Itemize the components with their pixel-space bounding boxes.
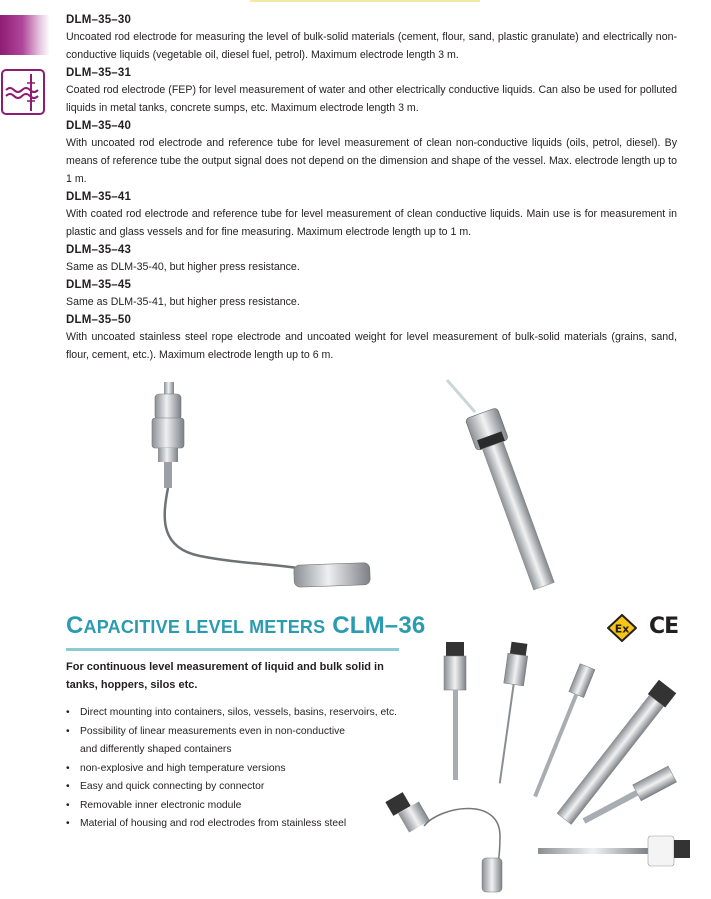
bullet: • [66,818,70,829]
variant-description: Uncoated rod electrode for measuring the level of bulk-solid materials (cement, flour, sand, plastic granulate) and electrically non-conductive liquids (vegetable oil, diesel fuel, petrol). Maximum electrode length 3 m. [66,31,677,61]
variant-code: DLM–35–31 [66,67,132,79]
variant-description: With coated rod electrode and reference tube for level measurement of clean conductive liquids. Main use is for measurement in plastic and glass vessels and for fine measuring. Maximum electrode length up to 1 m. [66,208,677,238]
clm36-product-group-image [380,636,698,894]
liquid-level-icon [1,69,45,115]
feature-text: Removable inner electronic module [80,799,242,811]
list-item [66,760,396,779]
variant-code: DLM–35–50 [66,314,132,326]
bullet: • [66,781,70,792]
rope-electrode-image [140,378,380,598]
ce-mark: CE [649,614,679,639]
list-item [66,815,396,834]
ex-mark-text: Ex [614,622,630,636]
section-title [66,612,425,640]
reference-tube-electrode-image [425,376,625,596]
variant-entry [66,118,677,188]
list-item [66,704,396,723]
bullet: • [66,707,70,718]
feature-text: Possibility of linear measurements even in non-conductive [80,725,345,737]
variant-code: DLM–35–30 [66,14,132,26]
section-title-model: CLM–36 [332,612,426,639]
bullet: • [66,725,70,737]
variant-code: DLM–35–43 [66,244,132,256]
section-title-initial: C [66,612,84,639]
product-variants-list [66,12,677,365]
feature-text: Material of housing and rod electrodes from stainless steel [80,818,347,829]
variant-description: With uncoated rod electrode and reference tube for level measurement of clean non-conductive liquids (oils, petrol, diesel). By means of reference tube the output signal does not depend on the dimension and shape of the vessel. Max. electrode length up to 1 m. [66,137,677,185]
bullet: • [66,799,70,811]
variant-code: DLM–35–45 [66,279,132,291]
variant-entry [66,242,677,276]
variant-code: DLM–35–40 [66,120,132,132]
variant-entry [66,189,677,241]
section-title-text: APACITIVE LEVEL METERS [83,617,326,637]
list-item [66,797,396,816]
feature-list [66,704,396,834]
feature-text: Direct mounting into containers, silos, vessels, basins, reservoirs, etc. [80,707,398,718]
variant-code: DLM–35–41 [66,191,132,203]
variant-description: With uncoated stainless steel rope electrode and uncoated weight for level measurement of bulk-solid materials (grains, sand, flour, cement, etc.). Maximum electrode length up to 6 m. [66,331,677,361]
bullet: • [66,762,70,774]
variant-entry [66,65,677,117]
variant-description: Coated rod electrode (FEP) for level measurement of water and other electrically conductive liquids. Can also be used for polluted liquids in metal tanks, concrete sumps, etc. Maximum electrode length 3 m. [66,84,677,114]
feature-text: non-explosive and high temperature versions [80,762,286,774]
title-underline [66,648,399,651]
list-item [66,778,396,797]
top-accent-line [250,0,480,2]
section-tab-marker [0,15,50,55]
variant-description: Same as DLM-35-40, but higher press resistance. [66,261,300,273]
variant-entry [66,312,677,364]
variant-entry [66,12,677,64]
feature-text-continued: and differently shaped containers [80,744,232,755]
feature-text: Easy and quick connecting by connector [80,781,265,792]
variant-description: Same as DLM-35-41, but higher press resistance. [66,296,300,308]
variant-entry [66,277,677,311]
section-intro: For continuous level measurement of liquid and bulk solid in tanks, hoppers, silos etc. [66,661,384,691]
list-item [66,723,396,760]
